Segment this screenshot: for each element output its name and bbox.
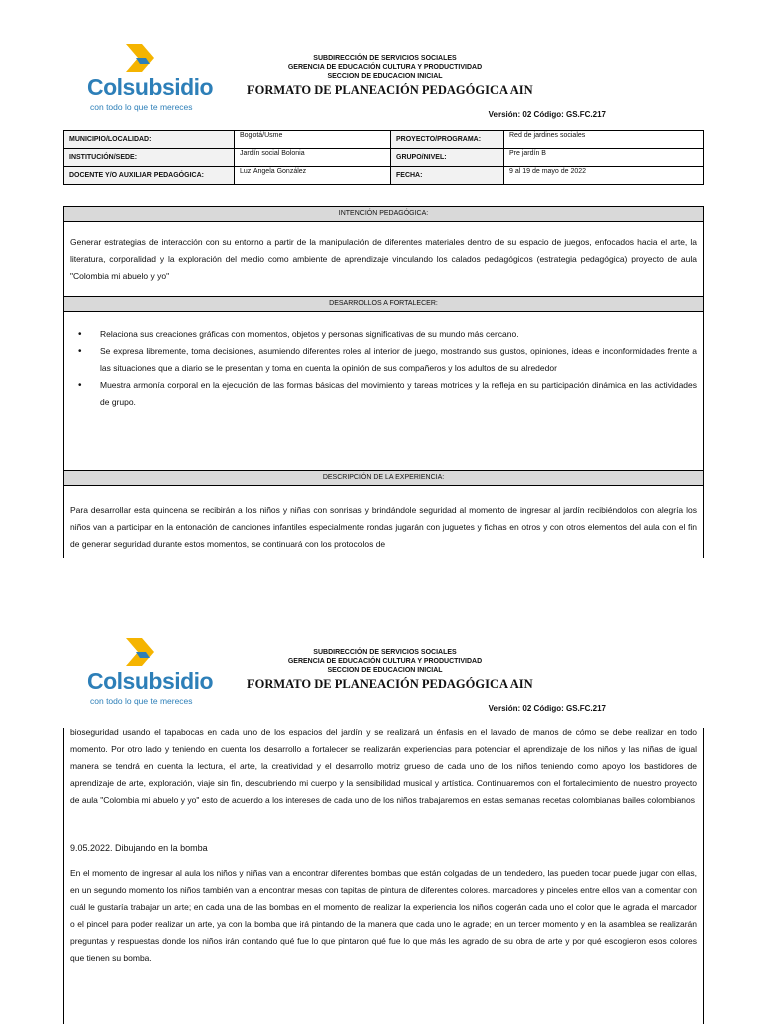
fecha-value: 9 al 19 de mayo de 2022 [504,167,704,185]
info-table [63,130,704,185]
desarrollos-list-container [64,312,703,470]
list-item: • Muestra armonía corporal en la ejecución de las formas básicas del movimiento y tareas motrices y la refleja en su participación dinámica en las actividades de grupo. [92,377,697,411]
header-line-3: SECCION DE EDUCACION INICIAL [327,73,443,80]
header-line-3: SECCION DE EDUCACION INICIAL [327,667,443,674]
form-title: FORMATO DE PLANEACIÓN PEDAGÓGICA AIN [247,83,533,97]
grupo-label: GRUPO/NIVEL: [391,149,504,167]
descripcion-text-part1: Para desarrollar esta quincena se recibirán a los niños y niñas con sonrisas y brindándole seguridad al momento de ingresar al jardín recibiéndolos con alegría los niños van a participar en la entonación de canciones infantiles especialmente rondas jugarán con juguetes y fichas en otros y con otros elementos del aula con el fin de generar seguridad durante estos momentos, se continuará con los protocolos de [70,505,697,549]
proyecto-value: Red de jardines sociales [504,131,704,149]
description-continuation-box [63,728,704,1024]
version-code: Versión: 02 Código: GS.FC.217 [488,110,606,119]
institucion-label: INSTITUCIÓN/SEDE: [64,149,235,167]
desarrollos-list [64,326,703,411]
grupo-value: Pre jardín B [504,149,704,167]
header-lines [240,54,530,81]
header-line-2: GERENCIA DE EDUCACIÓN CULTURA Y PRODUCTIVIDAD [287,64,483,71]
list-item: • Relaciona sus creaciones gráficas con momentos, objetos y personas significativas de su mundo más cercano. [92,326,697,343]
form-title: FORMATO DE PLANEACIÓN PEDAGÓGICA AIN [247,677,533,691]
docente-label: DOCENTE Y/O AUXILIAR PEDAGÓGICA: [64,167,235,185]
desarrollos-heading: DESARROLLOS A FORTALECER: [64,296,703,312]
municipio-label: MUNICIPIO/LOCALIDAD: [64,131,235,149]
header-line-2: GERENCIA DE EDUCACIÓN CULTURA Y PRODUCTIVIDAD [287,658,483,665]
intencion-text: Generar estrategias de interacción con su entorno a partir de la manipulación de diferentes materiales dentro de su espacio de juegos, enfocados hacia el arte, la literatura, corporalidad y la exploración del medio como ambiente de aprendizaje vinculando los calados pedagógicos (estrategia pedagógica) proyecto de aula "Colombia mi abuelo y yo" [70,237,697,281]
logo-tagline: con todo lo que te mereces [90,102,193,112]
descripcion-heading: DESCRIPCIÓN DE LA EXPERIENCIA: [64,470,703,486]
docente-value: Luz Angela González [235,167,391,185]
colsubsidio-logo [80,44,214,114]
planning-box [63,206,704,558]
municipio-value: Bogotá/Usme [235,131,391,149]
header-line-1: SUBDIRECCIÓN DE SERVICIOS SOCIALES [313,649,457,656]
logo-tagline: con todo lo que te mereces [90,696,193,706]
version-code: Versión: 02 Código: GS.FC.217 [488,704,606,713]
header-lines [240,648,530,675]
fecha-label: FECHA: [391,167,504,185]
institucion-value: Jardín social Bolonia [235,149,391,167]
header-line-1: SUBDIRECCIÓN DE SERVICIOS SOCIALES [313,55,457,62]
proyecto-label: PROYECTO/PROGRAMA: [391,131,504,149]
logo-brand: Colsubsidio [87,74,214,100]
intencion-heading: INTENCIÓN PEDAGÓGICA: [64,207,703,222]
list-item: • Se expresa libremente, toma decisiones, asumiendo diferentes roles al interior de juego, mostrando sus gustos, opiniones, ideas e inconformidades frente a las situaciones que a diario se le presentan y toma en cuenta la opinión de sus compañeros y los adultos de su alrededor [92,343,697,377]
activity-text: En el momento de ingresar al aula los niños y niñas van a encontrar diferentes bombas que están colgadas de un tendedero, las pueden tocar puede jugar con ellas, en un segundo momento los niños también van a encontrar mesas con tapitas de pintura de diferentes colores. marcadores y pinceles entre ellos van a comentar con cuál le gustaría trabajar un arte; en cada una de las bombas en el momento de realizar la experiencia los niños cogerán cada uno el color que le agrada el marcador o el pincel para poder realizar un arte, ya con la bomba que irá pintando de la manera que cada uno le agrade; en un tercer momento y en la asamblea se realizarán preguntas y respuestas donde los niños irán contando qué fue lo que pintaron qué fue lo que más les agrado de su obra de arte y por qué escogieron esos colores que tienen su bomba. [70,868,697,963]
page-gap [0,558,768,608]
descripcion-text-part2: bioseguridad usando el tapabocas en cada uno de los espacios del jardín y se realizará un énfasis en el lavado de manos de cómo se debe realizar en todo momento. Por otro lado y teniendo en cuenta los desarrollo a fortalecer se realizarán experiencias para potenciar el aprendizaje de los niños y las niñas de igual manera se tendrá en cuenta la lectura, el arte, la creatividad y el desarrollo motriz grueso de cada uno de los niños teniendo como apoyo los bastidores de aprendizaje de arte, exploración, viaje sin fin, descubriendo mi cuerpo y la sensibilidad musical y artística. Continuaremos con el fortalecimiento de nuestro proyecto de aula "Colombia mi abuelo y yo" esto de acuerdo a los intereses de cada uno de los niños trabajaremos en estas semanas recetas colombianas bailes colombianos [70,727,697,805]
colsubsidio-logo [80,638,214,708]
logo-brand: Colsubsidio [87,668,214,694]
activity-title: 9.05.2022. Dibujando en la bomba [70,843,208,853]
